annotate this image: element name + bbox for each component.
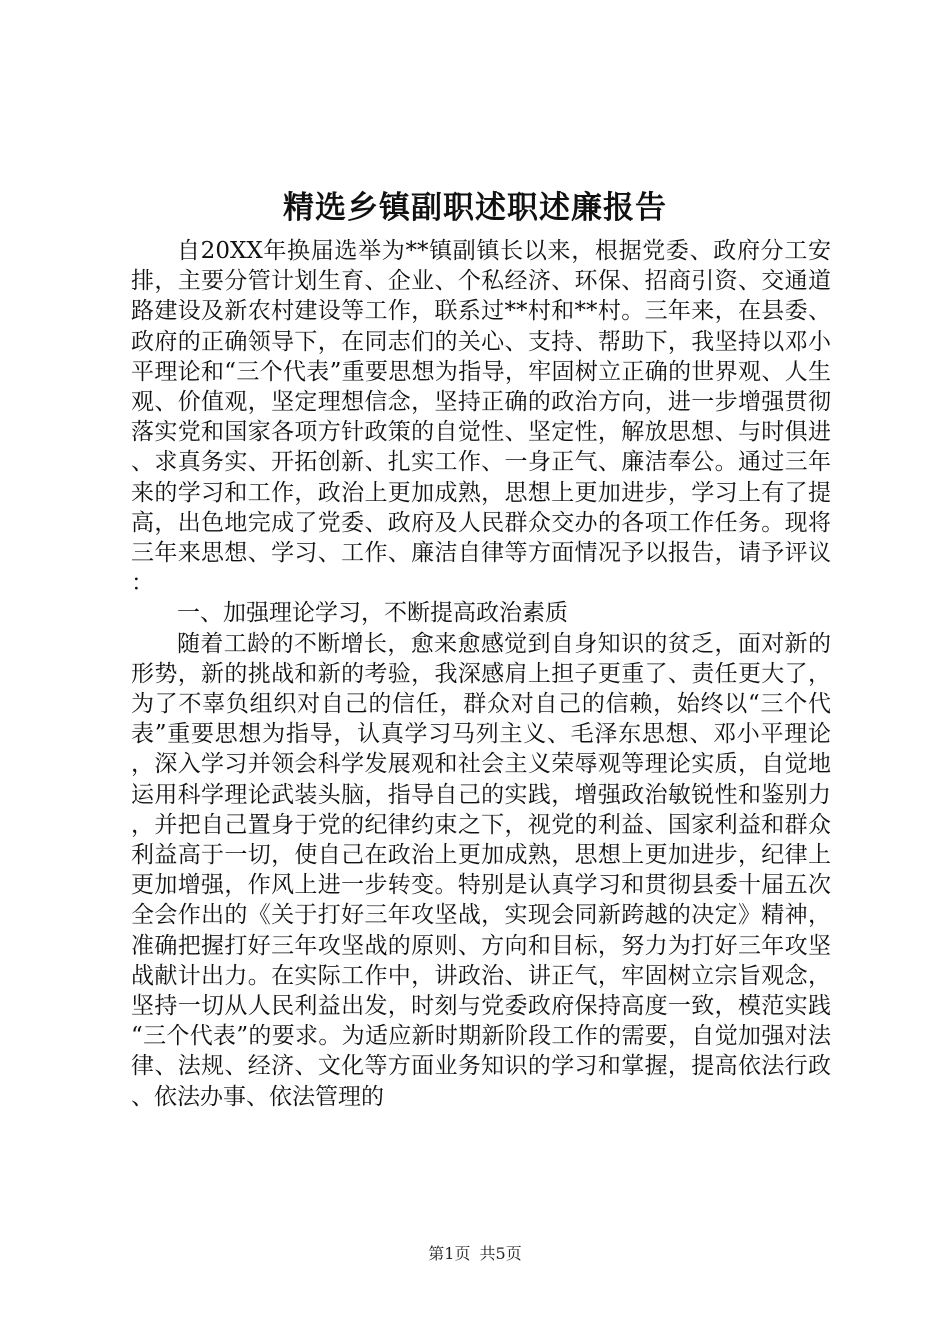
document-title: 精选乡镇副职述职述廉报告 <box>283 190 667 226</box>
document-body <box>131 236 831 1112</box>
page-footer <box>0 1242 950 1266</box>
paragraph-section-one: 随着工龄的不断增长，愈来愈感觉到自身知识的贫乏，面对新的形势，新的挑战和新的考验，我深感肩上担子更重了、责任更大了，为了不辜负组织对自己的信任，群众对自己的信赖，始终以“三个代表”重要思想为指导，认真学习马列主义、毛泽东思想、邓小平理论，深入学习并领会科学发展观和社会主义荣辱观等理论实质，自觉地运用科学理论武装头脑，指导自己的实践，增强政治敏锐性和鉴别力，并把自己置身于党的纪律约束之下，视党的利益、国家利益和群众利益高于一切，使自己在政治上更加成熟，思想上更加进步，纪律上更加增强，作风上进一步转变。特别是认真学习和贯彻县委十届五次全会作出的《关于打好三年攻坚战，实现会同新跨越的决定》精神，准确把握打好三年攻坚战的原则、方向和目标，努力为打好三年攻坚战献计出力。在实际工作中，讲政治、讲正气，牢固树立宗旨观念，坚持一切从人民利益出发，时刻与党委政府保持高度一致，模范实践“三个代表”的要求。为适应新时期新阶段工作的需要，自觉加强对法律、法规、经济、文化等方面业务知识的学习和掌握，提高依法行政、依法办事、依法管理的 <box>131 630 831 1110</box>
paragraph-intro: 自20XX年换届选举为**镇副镇长以来，根据党委、政府分工安排，主要分管计划生育、企业、个私经济、环保、招商引资、交通道路建设及新农村建设等工作，联系过**村和**村。三年来，在县委、政府的正确领导下，在同志们的关心、支持、帮助下，我坚持以邓小平理论和“三个代表”重要思想为指导，牢固树立正确的世界观、人生观、价值观，坚定理想信念，坚持正确的政治方向，进一步增强贯彻落实党和国家各项方针政策的自觉性、坚定性，解放思想、与时俱进、求真务实、开拓创新、扎实工作、一身正气、廉洁奉公。通过三年来的学习和工作，政治上更加成熟，思想上更加进步，学习上有了提高，出色地完成了党委、政府及人民群众交办的各项工作任务。现将三年来思想、学习、工作、廉洁自律等方面情况予以报告，请予评议： <box>131 238 831 597</box>
section-heading: 一、加强理论学习，不断提高政治素质 <box>177 600 568 627</box>
page-number: 第1页 <box>428 1244 471 1263</box>
page-total: 共5页 <box>479 1244 522 1263</box>
